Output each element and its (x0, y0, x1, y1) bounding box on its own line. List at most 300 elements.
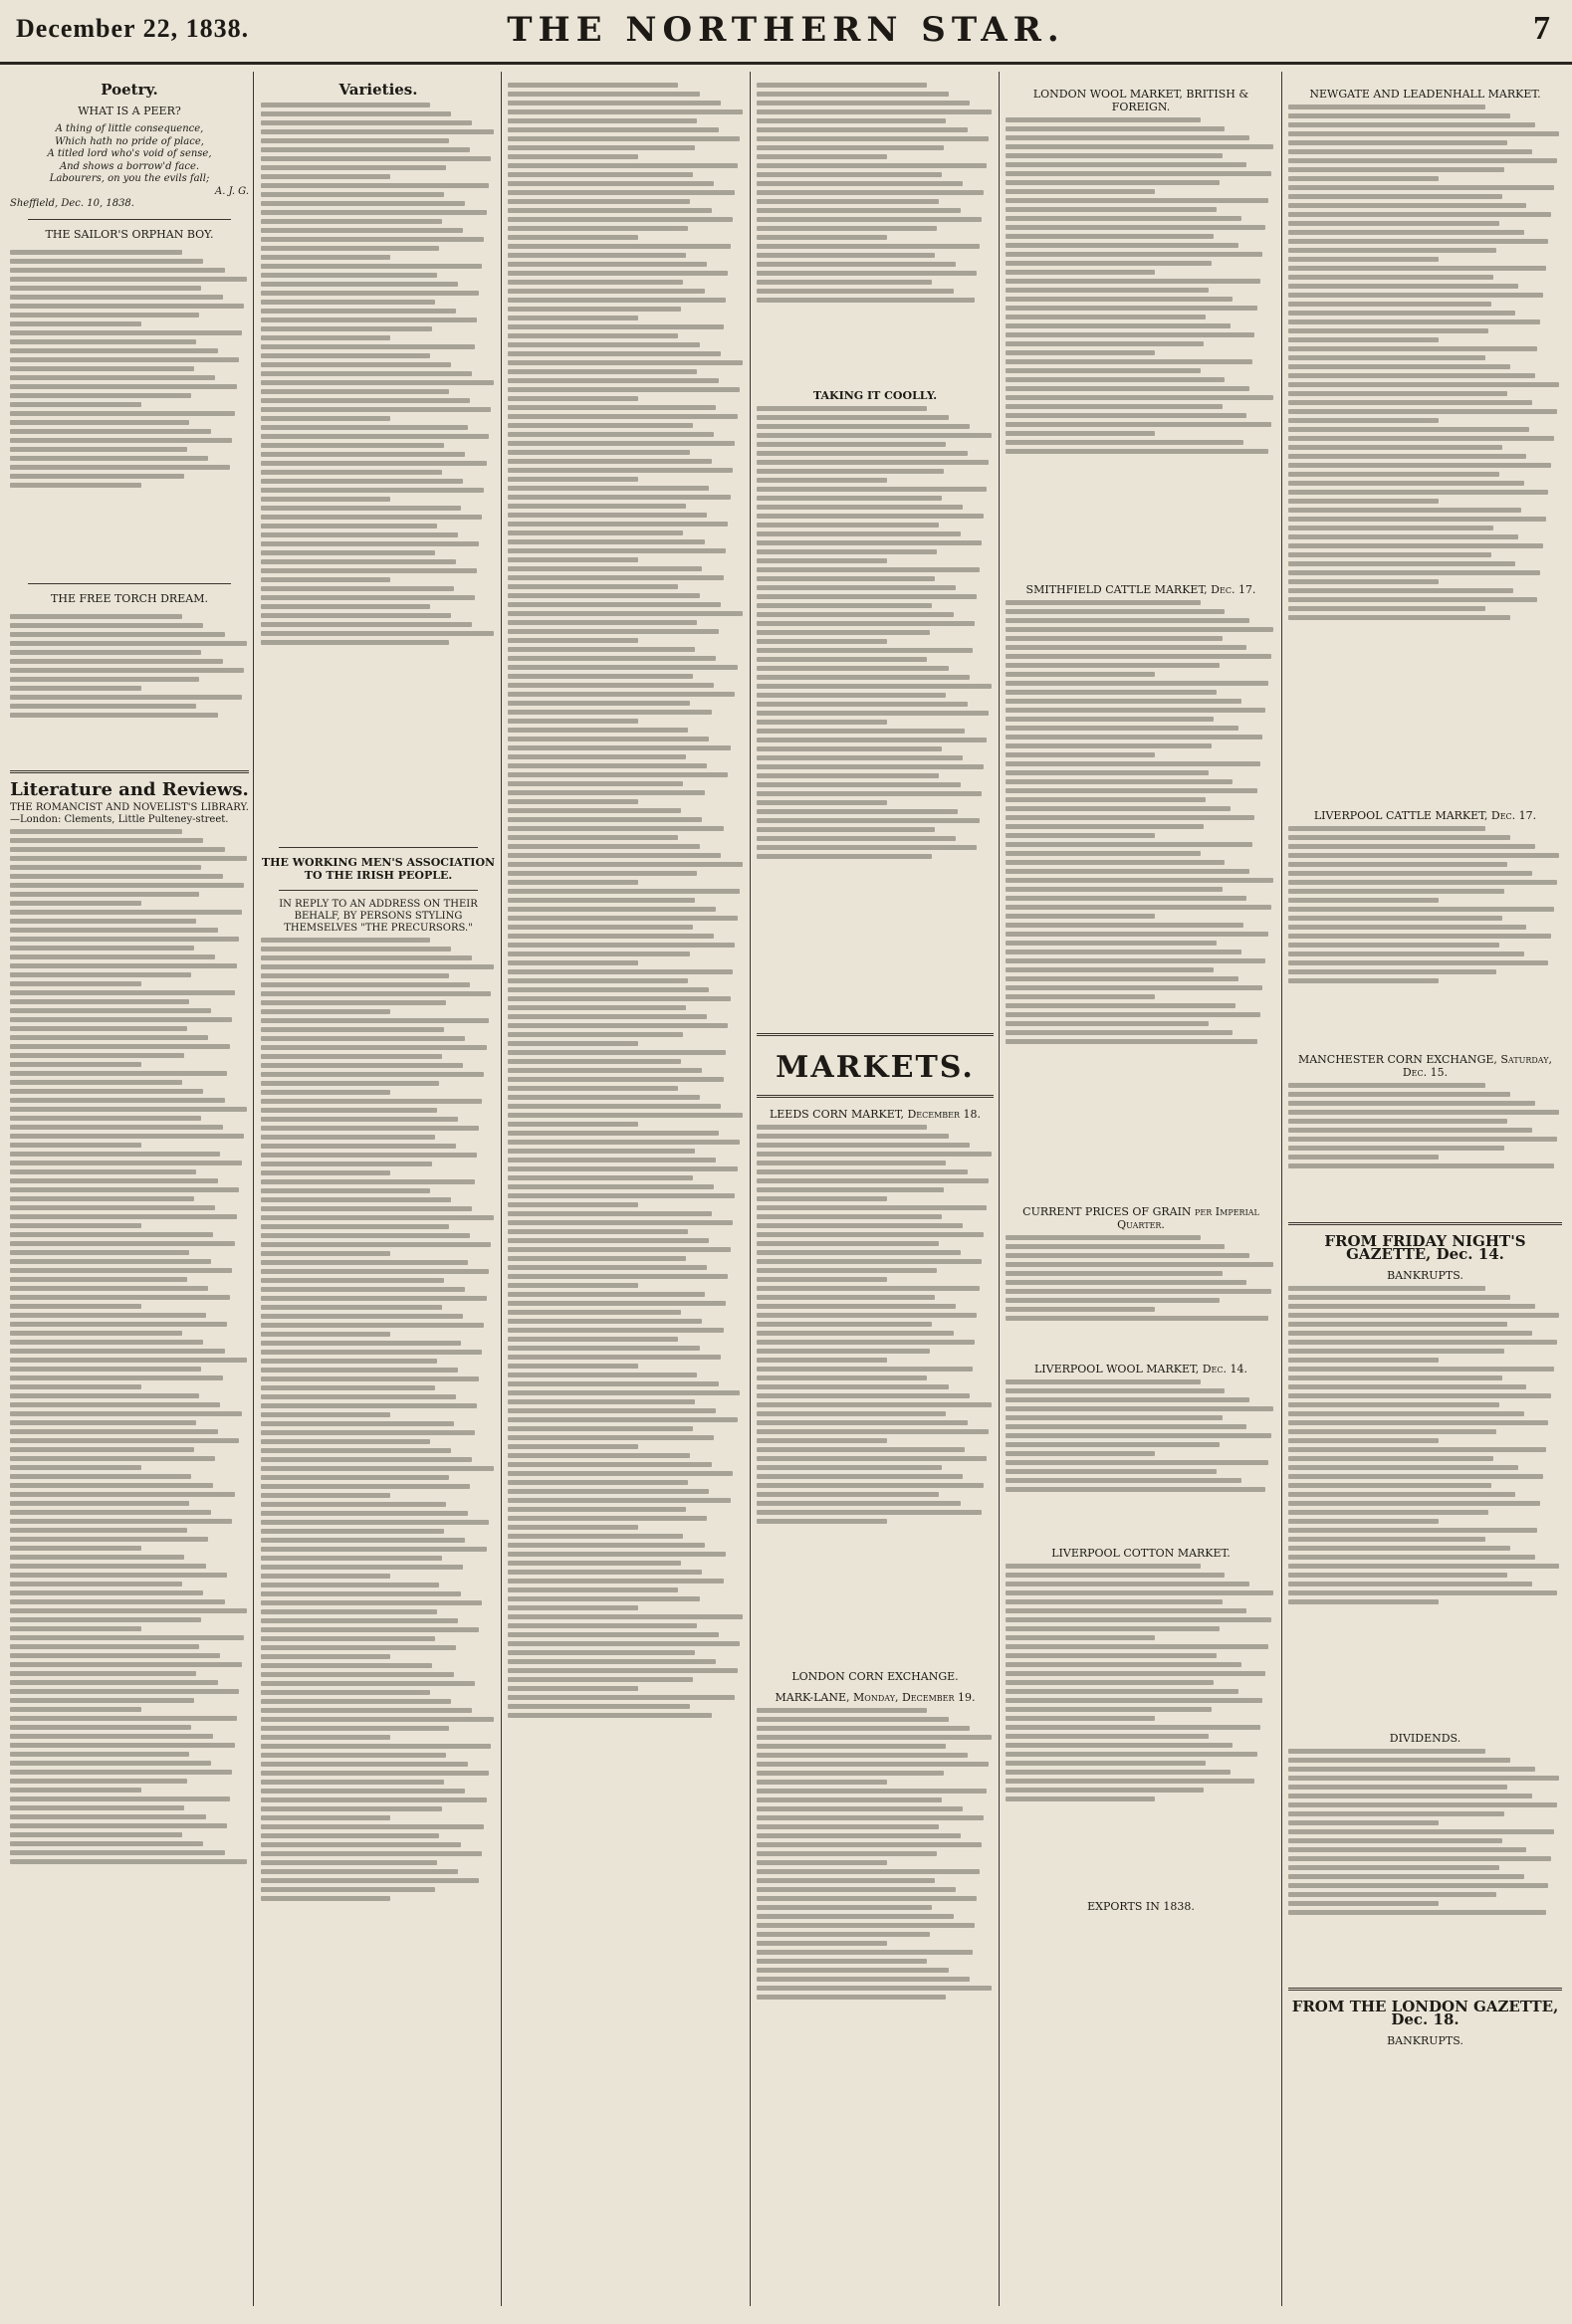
text-line (10, 1358, 247, 1363)
text-line (757, 1815, 984, 1820)
text-line (757, 594, 977, 599)
text-line (1288, 445, 1502, 450)
text-line (1288, 1865, 1499, 1870)
text-line (10, 847, 225, 852)
text-line (1006, 1599, 1223, 1604)
text-line (261, 541, 479, 546)
text-line (1006, 234, 1214, 239)
text-line (10, 856, 247, 861)
text-line (1288, 1137, 1557, 1142)
text-line (757, 1941, 887, 1946)
newspaper-title: THE NORTHERN STAR. (507, 10, 1065, 50)
text-line (508, 1175, 693, 1180)
text-line (508, 710, 712, 715)
text-line (1288, 319, 1540, 324)
text-line (757, 1196, 887, 1201)
text-line (1288, 978, 1439, 983)
text-line (1006, 440, 1243, 445)
text-line (757, 1780, 887, 1785)
text-line (508, 638, 638, 643)
text-line (1288, 951, 1524, 956)
text-line (261, 1251, 390, 1256)
text-line (757, 1259, 982, 1264)
text-line (10, 1725, 191, 1730)
column-gazette (1288, 80, 1562, 2299)
text-line (261, 1000, 446, 1005)
text-line (1288, 113, 1510, 118)
text-line (1288, 1590, 1557, 1595)
text-line (1288, 239, 1548, 244)
text-line (261, 398, 470, 403)
text-line (261, 255, 390, 260)
market-title: NEWGATE AND LEADENHALL MARKET. (1309, 88, 1541, 101)
text-line (1288, 606, 1485, 611)
text-line (1288, 1901, 1439, 1906)
text-line (1288, 1758, 1510, 1763)
text-line (757, 1519, 887, 1524)
text-line (757, 1214, 942, 1219)
text-line (508, 253, 686, 258)
text-line (1006, 252, 1262, 257)
text-line (1006, 663, 1220, 668)
text-line (508, 1292, 705, 1297)
text-line (1288, 943, 1499, 948)
text-line (757, 1367, 973, 1372)
market-subtitle: MARK-LANE, Monday, December 19. (775, 1691, 976, 1704)
text-line (757, 1914, 954, 1919)
text-line (1288, 1838, 1502, 1843)
text-line (508, 853, 721, 858)
market-body (757, 1125, 994, 1662)
text-line (508, 369, 697, 374)
text-line (508, 1122, 638, 1127)
text-line (1288, 1465, 1518, 1470)
text-line (508, 817, 702, 822)
text-line (757, 424, 970, 429)
text-line (757, 773, 939, 778)
text-line (508, 889, 740, 894)
text-line (1006, 806, 1231, 811)
text-line (1006, 1671, 1265, 1676)
text-line (757, 818, 980, 823)
text-line (10, 1286, 208, 1291)
text-line (10, 1796, 230, 1801)
text-line (757, 1735, 992, 1740)
text-line (1288, 472, 1499, 477)
text-line (1288, 588, 1513, 593)
text-line (261, 1385, 435, 1390)
text-line (508, 674, 693, 679)
text-line (508, 477, 638, 482)
text-line (1006, 896, 1246, 901)
text-line (10, 1608, 247, 1613)
text-line (757, 92, 949, 97)
text-line (261, 1242, 491, 1247)
market-title: LIVERPOOL WOOL MARKET, Dec. 14. (1033, 1363, 1247, 1375)
text-line (1006, 225, 1265, 230)
text-line (1288, 1510, 1488, 1515)
text-line (1006, 1379, 1201, 1384)
text-line (1006, 1698, 1262, 1703)
text-line (1288, 1537, 1485, 1542)
text-line (261, 1323, 484, 1328)
text-line (1288, 1384, 1526, 1389)
text-line (1006, 270, 1155, 275)
text-line (508, 163, 738, 168)
text-line (1288, 826, 1485, 831)
text-line (10, 1196, 194, 1201)
text-line (10, 954, 215, 959)
text-line (261, 344, 475, 349)
text-line (10, 1259, 211, 1264)
text-line (1288, 508, 1521, 513)
text-line (10, 1152, 220, 1157)
text-line (508, 754, 686, 759)
article-subtitle: IN REPLY TO AN ADDRESS ON THEIR BEHALF, BY PERSONS STYLING THEMSELVES "THE PRECURSORS." (279, 899, 478, 934)
text-line (1006, 1406, 1273, 1411)
text-line (508, 1068, 702, 1073)
text-line (261, 228, 463, 233)
text-line (757, 1483, 984, 1488)
text-line (261, 1806, 442, 1811)
text-line (261, 1520, 489, 1525)
column-rule (750, 72, 751, 2306)
text-line (1006, 1262, 1273, 1267)
text-line (508, 154, 638, 159)
text-line (508, 701, 690, 706)
text-line (1006, 1415, 1223, 1420)
text-line (508, 808, 681, 813)
text-line (508, 1462, 712, 1467)
text-line (10, 1411, 242, 1416)
text-line (10, 686, 141, 691)
text-line (757, 235, 887, 240)
text-line (1006, 1424, 1246, 1429)
text-line (1006, 976, 1238, 981)
text-line (508, 880, 638, 885)
text-line (757, 1842, 982, 1847)
text-line (508, 307, 681, 312)
text-line (1288, 400, 1532, 405)
column-varieties (261, 80, 496, 2299)
text-line (508, 530, 683, 535)
text-line (1006, 1644, 1268, 1649)
text-line (757, 1232, 984, 1237)
text-line (10, 1626, 141, 1631)
text-line (261, 559, 456, 564)
text-line (757, 1995, 946, 2000)
text-line (1288, 1349, 1504, 1354)
text-line (1006, 1030, 1233, 1035)
text-line (757, 1295, 935, 1300)
text-line (261, 317, 477, 322)
market-title: LONDON WOOL MARKET, BRITISH & FOREIGN. (1032, 88, 1249, 113)
text-line (10, 295, 223, 300)
text-line (508, 181, 714, 186)
text-line (10, 1143, 141, 1148)
text-line (757, 738, 987, 742)
gazette-subheading: DIVIDENDS. (1389, 1732, 1461, 1745)
text-line (10, 1340, 203, 1345)
text-line (261, 1045, 487, 1050)
text-line (10, 1501, 189, 1506)
text-line (508, 504, 686, 509)
text-line (261, 991, 491, 996)
text-line (10, 1295, 230, 1300)
text-line (508, 925, 693, 930)
text-line (261, 1618, 458, 1623)
text-line (10, 393, 191, 398)
text-line (10, 1814, 206, 1819)
text-line (261, 120, 472, 125)
text-line (10, 1590, 203, 1595)
text-line (261, 1833, 439, 1838)
text-line (1006, 1590, 1273, 1595)
text-line (261, 470, 442, 475)
text-line (508, 1238, 709, 1243)
text-line (508, 396, 638, 401)
text-line (261, 1063, 463, 1068)
text-line (508, 1041, 638, 1046)
text-line (10, 1044, 230, 1049)
text-line (1006, 708, 1265, 713)
text-line (10, 1644, 199, 1649)
text-line (508, 423, 693, 428)
text-line (757, 118, 946, 123)
text-line (261, 1502, 446, 1507)
text-line (10, 447, 187, 452)
text-line (757, 1501, 961, 1506)
text-line (1006, 431, 1155, 436)
text-line (10, 1537, 208, 1542)
text-line (261, 1054, 442, 1059)
text-line (757, 271, 977, 276)
text-line (1288, 1856, 1551, 1861)
text-line (261, 1708, 472, 1713)
text-line (508, 835, 678, 840)
text-line (261, 165, 446, 170)
text-line (1288, 364, 1510, 369)
text-line (757, 684, 992, 689)
text-line (757, 415, 949, 420)
text-line (757, 1429, 989, 1434)
text-line (261, 219, 442, 224)
text-line (1288, 149, 1532, 154)
text-line (261, 1341, 461, 1346)
text-line (757, 154, 887, 159)
text-line (1288, 1295, 1510, 1300)
text-line (508, 548, 726, 553)
text-line (10, 1116, 201, 1121)
text-line (1288, 1802, 1557, 1807)
text-line (757, 1932, 930, 1937)
text-line (1006, 815, 1254, 820)
text-line (10, 1492, 235, 1497)
text-line (10, 1528, 187, 1533)
text-line (1288, 1874, 1524, 1879)
text-line (10, 304, 244, 309)
text-line (508, 996, 731, 1001)
text-line (261, 1511, 468, 1516)
column-poetry (10, 80, 249, 2299)
text-line (261, 1332, 390, 1337)
text-line (1288, 1146, 1504, 1151)
text-line (1288, 1749, 1485, 1754)
text-line (1288, 1582, 1532, 1586)
text-line (508, 1605, 638, 1610)
text-line (1288, 328, 1488, 333)
text-line (508, 593, 700, 598)
text-line (261, 506, 461, 511)
text-line (757, 1708, 927, 1713)
text-line (508, 1641, 740, 1646)
text-line (1006, 288, 1209, 293)
text-line (261, 1753, 446, 1758)
article-body (508, 83, 745, 2272)
text-line (261, 300, 435, 305)
text-line (1288, 1794, 1532, 1798)
text-line (757, 1717, 949, 1722)
section-heading: Poetry. (101, 81, 158, 99)
text-line (1006, 770, 1209, 775)
text-line (508, 1516, 707, 1521)
text-line (757, 1286, 980, 1291)
text-line (757, 1806, 963, 1811)
text-line (508, 136, 740, 141)
text-line (508, 1337, 678, 1342)
text-line (508, 1310, 681, 1315)
text-line (1006, 386, 1249, 391)
text-line (508, 1319, 702, 1324)
text-line (10, 1053, 184, 1058)
text-line (508, 459, 712, 464)
text-line (261, 1475, 449, 1480)
text-line (1288, 561, 1515, 566)
market-title: CURRENT PRICES OF GRAIN per Imperial Quarter. (1022, 1205, 1259, 1231)
text-line (508, 1023, 728, 1028)
text-line (757, 244, 980, 249)
text-line (261, 371, 472, 376)
text-line (1006, 359, 1252, 364)
text-line (261, 1018, 489, 1023)
text-line (508, 414, 738, 419)
text-line (757, 226, 937, 231)
text-line (1288, 1119, 1507, 1124)
text-line (757, 1456, 987, 1461)
text-line (261, 1117, 458, 1122)
text-line (261, 1162, 432, 1166)
text-line (10, 668, 244, 673)
text-line (1288, 1304, 1535, 1309)
text-line (1288, 221, 1499, 226)
text-line (1006, 422, 1271, 427)
text-line (757, 854, 932, 859)
article-title: THE WORKING MEN'S ASSOCIATION TO THE IRISH PEOPLE. (261, 856, 496, 882)
text-line (261, 1654, 390, 1659)
divider (28, 219, 231, 220)
market-title: LIVERPOOL COTTON MARKET. (1051, 1547, 1231, 1560)
text-line (508, 324, 724, 329)
text-line (508, 647, 695, 652)
text-line (1288, 1829, 1554, 1834)
text-line (508, 235, 638, 240)
text-line (508, 486, 709, 491)
text-line (1006, 636, 1223, 641)
text-line (261, 237, 484, 242)
text-line (10, 438, 232, 443)
text-line (508, 1552, 726, 1557)
text-line (508, 1301, 726, 1306)
text-line (1288, 1128, 1532, 1133)
text-line (1006, 1662, 1241, 1667)
text-line (261, 1869, 458, 1874)
text-line (757, 217, 982, 222)
text-line (261, 938, 430, 943)
review-heading: THE ROMANCIST AND NOVELIST'S LIBRARY.—London: Clements, Little Pulteney-street. (10, 801, 249, 825)
text-line (261, 264, 482, 269)
text-line (10, 411, 235, 416)
text-line (1288, 925, 1526, 930)
text-line (757, 1753, 968, 1758)
text-line (261, 973, 449, 978)
text-line (1288, 1573, 1507, 1578)
market-title: LEEDS CORN MARKET, December 18. (769, 1108, 982, 1121)
text-line (261, 488, 484, 493)
text-line (508, 620, 697, 625)
text-line (261, 1287, 465, 1292)
text-line (757, 1384, 949, 1389)
text-line (508, 1256, 686, 1261)
text-line (1288, 1776, 1559, 1781)
text-line (1288, 1820, 1439, 1825)
text-line (757, 1789, 987, 1794)
text-line (10, 1734, 213, 1739)
text-line (261, 622, 472, 627)
section-heading: Literature and Reviews. (10, 778, 249, 800)
text-line (261, 201, 465, 206)
text-line (508, 943, 735, 948)
text-line (1006, 690, 1217, 695)
text-line (508, 378, 719, 383)
text-line (757, 1152, 992, 1157)
text-line (1006, 618, 1249, 623)
text-line (1006, 923, 1243, 928)
text-line (1288, 481, 1524, 486)
text-line (10, 1671, 196, 1676)
text-line (1288, 499, 1439, 504)
text-line (1006, 1734, 1209, 1739)
text-line (1006, 1779, 1254, 1784)
text-line (10, 1429, 218, 1434)
market-title: EXPORTS IN 1838. (1087, 1900, 1195, 1913)
text-line (1288, 105, 1485, 109)
text-line (1288, 1910, 1546, 1915)
text-line (508, 118, 697, 123)
text-line (261, 1153, 477, 1158)
text-line (508, 432, 714, 437)
text-line (1006, 449, 1268, 454)
text-line (508, 1525, 638, 1530)
text-line (1288, 1546, 1510, 1551)
text-line (1288, 257, 1439, 262)
text-line (508, 1453, 690, 1458)
text-line (508, 145, 695, 150)
text-line (757, 800, 887, 805)
text-line (508, 1695, 735, 1700)
text-line (261, 947, 451, 951)
text-line (10, 1367, 201, 1372)
text-line (1288, 1083, 1485, 1088)
